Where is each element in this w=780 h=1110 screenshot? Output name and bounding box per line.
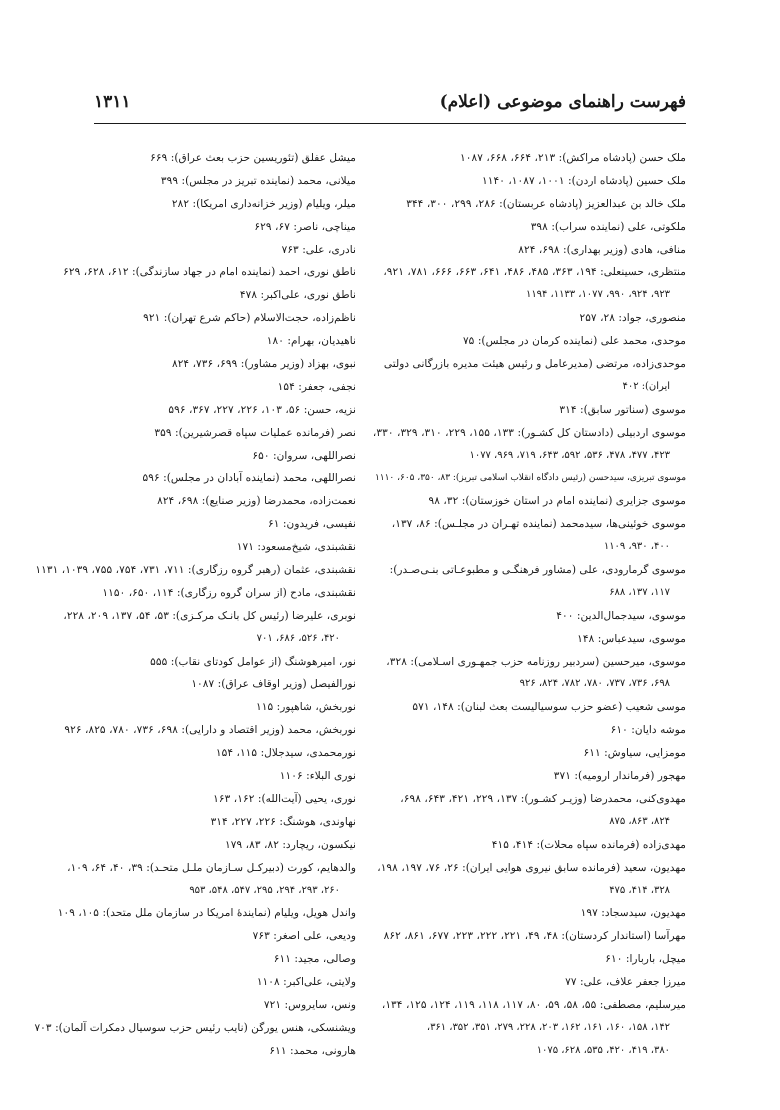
index-entry: موسوی تبریزی، سیدحسن (رئیس دادگاه انقلاب اسلامی تبریز): ۸۳، ۳۵۰، ۶۰۵، ۱۱۱۰	[374, 473, 686, 484]
index-entry-continuation: ۴۰۰، ۹۳۰، ۱۱۰۹	[603, 541, 670, 553]
index-entry: نوربخش، شاهپور: ۱۱۵	[256, 700, 356, 714]
index-entry: ناطق نوری، احمد (نماینده امام در جهاد سازندگی): ۶۱۲، ۶۲۸، ۶۲۹	[63, 265, 356, 279]
index-entry: منصوری، جواد: ۲۸، ۲۵۷	[579, 311, 686, 325]
index-entry: وصالی، مجید: ۶۱۱	[273, 952, 356, 966]
index-entry: نورالفیصل (وزیر اوقاف عراق): ۱۰۸۷	[191, 677, 356, 691]
index-entry: موسوی، سیدعباس: ۱۴۸	[577, 631, 686, 645]
index-entry: نقشبندی، عثمان (رهبر گروه رزگاری): ۷۱۱، ۷۳۱، ۷۵۴، ۷۵۵، ۱۰۳۹، ۱۱۳۱	[35, 563, 356, 577]
index-entry: میشل عفلق (تئوریسین حزب بعث عراق): ۶۶۹	[150, 151, 356, 164]
index-entry: موسوی، میرحسین (سردبیر روزنامه حزب جمهـوری اسـلامی): ۳۲۸،	[386, 654, 686, 668]
index-entry: ناظم‌زاده، حجت‌الاسلام (حاکم شرع تهران): ۹۲۱	[143, 311, 356, 325]
index-entry: موسوی خوئینی‌ها، سیدمحمد (نماینده تهـران در مجلـس): ۸۶، ۱۳۷،	[391, 517, 686, 531]
index-entry: موسوی اردبیلی (دادستان کل کشـور): ۱۳۳، ۱۵۵، ۲۲۹، ۳۱۰، ۳۲۹، ۳۳۰،	[372, 425, 686, 439]
index-entry: نصراللهی، سروان: ۶۵۰	[252, 448, 356, 462]
index-entry: ناهیدیان، بهرام: ۱۸۰	[266, 334, 356, 348]
index-entry: نوری البلاء: ۱۱۰۶	[279, 769, 356, 783]
index-entry-continuation: ۴۲۰، ۵۲۶، ۶۸۶، ۷۰۱	[256, 632, 340, 644]
index-entry: نوربخش، محمد (وزیر اقتصاد و دارایی): ۶۹۸، ۷۳۶، ۷۸۰، ۸۲۵، ۹۲۶	[64, 723, 356, 737]
index-entry: مومزایی، سیاوش: ۶۱۱	[583, 746, 686, 760]
index-entry: میرسلیم، مصطفی: ۵۵، ۵۸، ۵۹، ۸۰، ۱۱۷، ۱۱۸، ۱۱۹، ۱۲۴، ۱۲۵، ۱۳۴،	[381, 997, 686, 1011]
index-entry: نعمت‌زاده، محمدرضا (وزیر صنایع): ۶۹۸، ۸۲۴	[157, 494, 356, 508]
index-entry-continuation: ۳۲۸، ۴۱۴، ۴۷۵	[609, 884, 670, 896]
index-entry-continuation: ۴۲۳، ۴۷۷، ۴۷۸، ۵۳۶، ۵۹۲، ۶۴۳، ۷۱۹، ۹۶۹، ۱۰۷۷	[469, 449, 670, 461]
index-entry: مهجور (فرماندار ارومیه): ۳۷۱	[553, 769, 686, 783]
index-entry: مهدیون، سیدسجاد: ۱۹۷	[580, 906, 686, 920]
index-entry-continuation: ۹۲۳، ۹۲۴، ۹۹۰، ۱۰۷۷، ۱۱۳۳، ۱۱۹۴	[526, 289, 670, 301]
index-entry: موسوی (سناتور سابق): ۳۱۴	[559, 402, 686, 416]
index-entry: نبوی، بهزاد (وزیر مشاور): ۶۹۹، ۷۳۶، ۸۲۴	[171, 357, 356, 371]
index-entry: نادری، علی: ۷۶۳	[281, 242, 356, 256]
index-entry: منتظری، حسینعلی: ۱۹۴، ۳۶۳، ۴۸۵، ۴۸۶، ۶۴۱، ۶۶۳، ۶۶۶، ۷۸۱، ۹۲۱،	[383, 265, 686, 279]
index-entry: ودیعی، علی اصغر: ۷۶۳	[252, 929, 356, 943]
index-entry-continuation: ۸۲۴، ۸۶۳، ۸۷۵	[609, 815, 670, 827]
index-entry-continuation: ۱۱۷، ۱۳۷، ۶۸۸	[609, 586, 670, 598]
index-entry: ونس، سایروس: ۷۲۱	[263, 997, 356, 1011]
index-entry: ملکوتی، علی (نماینده سراب): ۳۹۸	[530, 219, 686, 233]
index-entry: نجفی، جعفر: ۱۵۴	[277, 379, 356, 393]
index-entry: میرزا جعفر علاف، علی: ۷۷	[565, 975, 686, 989]
index-column-left	[34, 147, 356, 1063]
index-entry-continuation: ۱۴۲، ۱۵۸، ۱۶۰، ۱۶۱، ۱۶۲، ۲۰۳، ۲۲۸، ۲۷۹، ۳۵۱، ۳۵۲، ۳۶۱،	[426, 1021, 670, 1033]
index-entry: موسوی، سیدجمال‌الدین: ۴۰۰	[556, 608, 686, 622]
index-entry: نقشبندی، شیخ‌مسعود: ۱۷۱	[236, 540, 356, 554]
index-entry: نوبری، علیرضا (رئیس کل بانـک مرکـزی): ۵۳، ۵۴، ۱۳۷، ۲۰۹، ۲۲۸،	[63, 608, 356, 622]
index-entry: ولایتی، علی‌اکبر: ۱۱۰۸	[256, 975, 356, 989]
index-entry: نزیه، حسن: ۵۶، ۱۰۳، ۲۲۶، ۲۲۷، ۳۶۷، ۵۹۶	[168, 402, 356, 416]
index-entry: موسوی جزایری (نماینده امام در استان خوزستان): ۳۲، ۹۸	[428, 494, 686, 508]
index-entry: منافی، هادی (وزیر بهداری): ۶۹۸، ۸۲۴	[518, 242, 686, 256]
index-entry-continuation: ۳۸۰، ۴۱۹، ۴۲۰، ۵۳۵، ۶۲۸، ۱۰۷۵	[536, 1044, 670, 1056]
index-entry: مهدوی‌کنی، محمدرضا (وزیـر کشـور): ۱۳۷، ۲۲۹، ۴۲۱، ۶۴۳، ۶۹۸،	[400, 791, 686, 805]
index-entry: میناچی، ناصر: ۶۷، ۶۲۹	[254, 219, 356, 233]
index-entry: ملک حسین (پادشاه اردن): ۱۰۰۱، ۱۰۸۷، ۱۱۴۰	[481, 173, 686, 187]
index-entry: نورمحمدی، سیدجلال: ۱۱۵، ۱۵۴	[215, 746, 356, 760]
index-entry: نوری، یحیی (آیت‌الله): ۱۶۲، ۱۶۳	[213, 791, 356, 805]
index-entry: ملک حسن (پادشاه مراکش): ۲۱۳، ۶۶۴، ۶۶۸، ۱۰۸۷	[460, 151, 686, 164]
index-entry: موحدی‌زاده، مرتضی (مدیرعامل و رئیس هیئت مدیره بازرگانی دولتی	[383, 357, 686, 371]
index-entry: موسی شعیب (عضو حزب سوسیالیست بعث لبنان): ۱۴۸، ۵۷۱	[412, 700, 686, 714]
index-entry: نصراللهی، محمد (نماینده آبادان در مجلس): ۵۹۶	[142, 471, 356, 485]
index-entry: هارونی، محمد: ۶۱۱	[269, 1043, 356, 1057]
index-entry: ویشنسکی، هنس یورگن (نایب رئیس حزب سوسیال دمکرات آلمان): ۷۰۳	[34, 1020, 356, 1034]
index-entry: نصر (فرمانده عملیات سپاه قصرشیرین): ۳۵۹	[154, 425, 356, 439]
index-entry-continuation: ۶۹۸، ۷۳۶، ۷۳۷، ۷۸۰، ۷۸۲، ۸۲۴، ۹۲۶	[519, 678, 670, 690]
index-entry: مهدیون، سعید (فرمانده سابق نیروی هوایی ایران): ۲۶، ۷۶، ۱۹۷، ۱۹۸،	[377, 860, 686, 874]
index-entry: میلانی، محمد (نماینده تبریز در مجلس): ۳۹۹	[160, 173, 356, 187]
index-entry: موشه دایان: ۶۱۰	[610, 723, 686, 737]
index-entry: موسوی گرمارودی، علی (مشاور فرهنگـی و مطبوعـاتی بنـی‌صـدر):	[389, 563, 686, 577]
index-entry: میلر، ویلیام (وزیر خزانه‌داری امریکا): ۲۸۲	[171, 196, 356, 210]
index-entry: موحدی، محمد علی (نماینده کرمان در مجلس): ۷۵	[462, 334, 686, 348]
index-entry: مهرآسا (استاندار کردستان): ۴۸، ۴۹، ۲۲۱، ۲۲۲، ۲۲۳، ۶۷۷، ۸۶۱، ۸۶۲	[383, 929, 686, 943]
index-entry: نقشبندی، مادح (از سران گروه رزگاری): ۱۱۴، ۶۵۰، ۱۱۵۰	[102, 585, 356, 599]
index-entry: میچل، باربارا: ۶۱۰	[605, 952, 686, 966]
index-entry: مهدی‌زاده (فرمانده سپاه محلات): ۴۱۴، ۴۱۵	[491, 837, 686, 851]
index-entry: والدهایم، کورت (دبیرکـل سـازمان ملـل متحـد): ۳۹، ۴۰، ۶۴، ۱۰۹،	[67, 860, 356, 874]
index-entry: نیکسون، ریچارد: ۸۲، ۸۳، ۱۷۹	[225, 837, 356, 851]
header-divider	[94, 123, 686, 124]
running-title: فهرست راهنمای موضوعی (اعلام)	[439, 92, 686, 112]
index-column-right	[368, 147, 686, 1063]
index-entry: نفیسی، فریدون: ۶۱	[268, 517, 356, 531]
index-entry: نور، امیرهوشنگ (از عوامل کودتای نقاب): ۵۵۵	[150, 654, 356, 668]
index-entry: ناطق نوری، علی‌اکبر: ۴۷۸	[239, 288, 356, 302]
page-number: ۱۳۱۱	[94, 92, 131, 112]
index-entry: واندل هویل، ویلیام (نمایندۀ امریکا در سازمان ملل متحد): ۱۰۵، ۱۰۹	[57, 906, 356, 920]
index-entry-continuation: ایران): ۴۰۲	[622, 380, 670, 392]
index-entry: نهاوندی، هوشنگ: ۲۲۶، ۲۲۷، ۳۱۴	[210, 814, 356, 828]
index-entry: ملک خالد بن عبدالعزیز (پادشاه عربستان): ۲۸۶، ۲۹۹، ۳۰۰، ۳۴۴	[406, 196, 686, 210]
page-header	[94, 92, 686, 118]
index-entry-continuation: ۲۶۰، ۲۹۳، ۲۹۴، ۲۹۵، ۵۴۷، ۵۴۸، ۹۵۳	[189, 884, 340, 896]
